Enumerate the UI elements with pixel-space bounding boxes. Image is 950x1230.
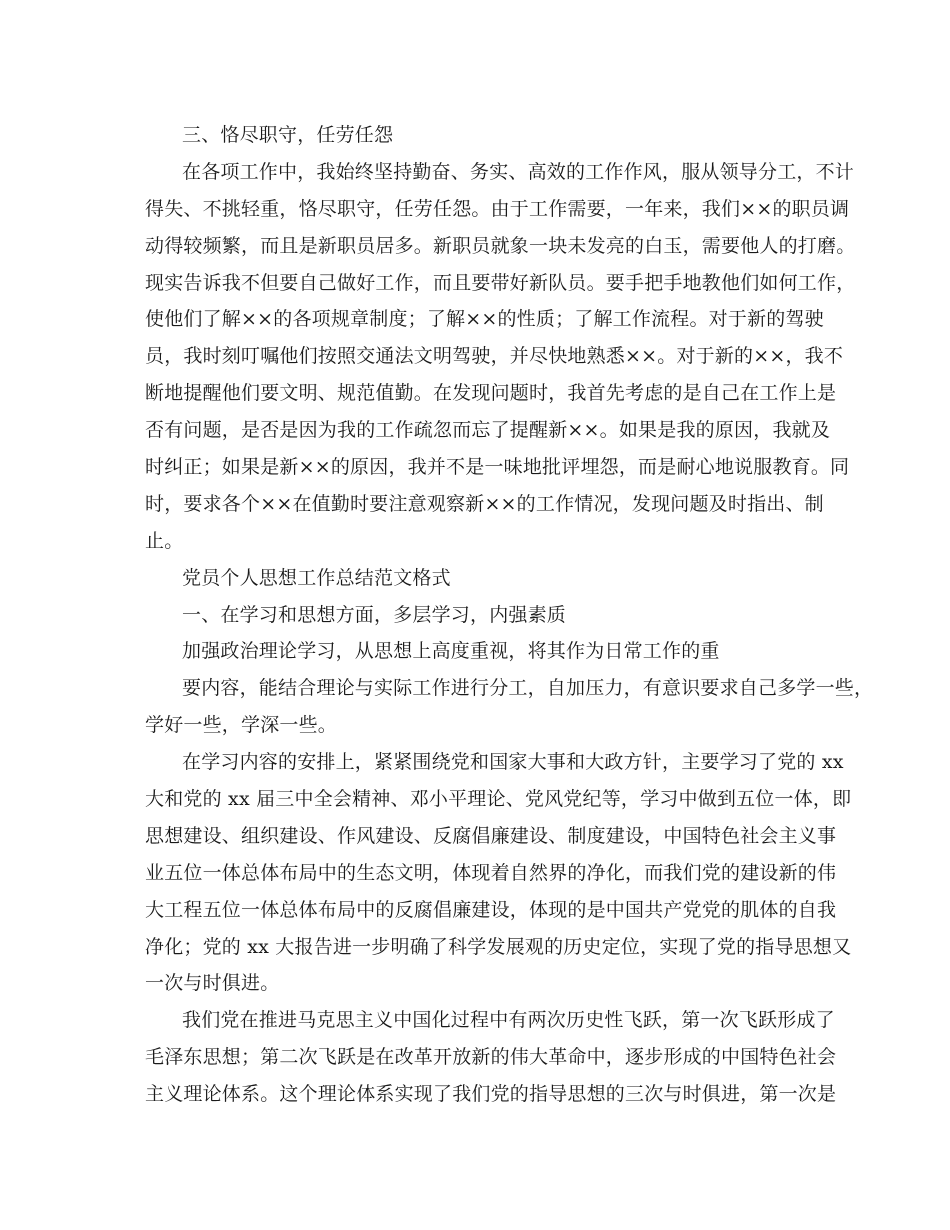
section-heading-3: 三、恪尽职守，任劳任怨 xyxy=(182,124,394,146)
text-line: 在各项工作中，我始终坚持勤奋、务实、高效的工作作风，服从领导分工，不计 xyxy=(182,160,855,183)
text-line: 主义理论体系。这个理论体系实现了我们党的指导思想的三次与时俱进，第一次是 xyxy=(145,1083,837,1106)
text-line: 思想建设、组织建设、作风建设、反腐倡廉建设、制度建设，中国特色社会主义事 xyxy=(145,824,837,847)
text-line: 在学习内容的安排上，紧紧围绕党和国家大事和大政方针，主要学习了党的 xx xyxy=(182,751,844,774)
text-line: 加强政治理论学习，从思想上高度重视，将其作为日常工作的重 xyxy=(182,640,720,663)
text-line: 时，要求各个××在值勤时要注意观察新××的工作情况，发现问题及时指出、制 xyxy=(145,492,824,515)
text-line: 断地提醒他们要文明、规范值勤。在发现问题时，我首先考虑的是自己在工作上是 xyxy=(145,382,837,405)
text-line: 要内容，能结合理论与实际工作进行分工，自加压力，有意识要求自己多学一些， xyxy=(182,677,874,700)
text-line: 时纠正；如果是新××的原因，我并不是一味地批评埋怨，而是耐心地说服教育。同 xyxy=(145,456,850,479)
text-line: 我们党在推进马克思主义中国化过程中有两次历史性飞跃，第一次飞跃形成了 xyxy=(182,1009,835,1032)
text-line: 一次与时俱进。 xyxy=(145,972,280,995)
document-title: 党员个人思想工作总结范文格式 xyxy=(182,566,451,589)
text-line: 大和党的 xx 届三中全会精神、邓小平理论、党风党纪等，学习中做到五位一体，即 xyxy=(145,788,852,811)
text-line: 使他们了解××的各项规章制度；了解××的性质；了解工作流程。对于新的驾驶 xyxy=(145,308,824,331)
text-line: 否有问题，是否是因为我的工作疏忽而忘了提醒新××。如果是我的原因，我就及 xyxy=(145,419,831,442)
document-body xyxy=(145,117,874,1113)
text-line: 得失、不挑轻重，恪尽职守，任劳任怨。由于工作需要，一年来，我们××的职员调 xyxy=(145,197,850,220)
text-line: 学好一些，学深一些。 xyxy=(145,714,338,737)
text-line: 员，我时刻叮嘱他们按照交通法文明驾驶，并尽快地熟悉××。对于新的××，我不 xyxy=(145,345,844,368)
text-line: 净化；党的 xx 大报告进一步明确了科学发展观的历史定位，实现了党的指导思想又 xyxy=(145,935,852,958)
text-line: 毛泽东思想；第二次飞跃是在改革开放新的伟大革命中，逐步形成的中国特色社会 xyxy=(145,1046,837,1069)
text-line: 动得较频繁，而且是新职员居多。新职员就象一块未发亮的白玉，需要他人的打磨。 xyxy=(145,234,856,257)
text-line: 止。 xyxy=(145,529,184,552)
text-line: 现实告诉我不但要自己做好工作，而且要带好新队员。要手把手地教他们如何工作， xyxy=(145,271,856,294)
text-line: 业五位一体总体布局中的生态文明，体现着自然界的净化，而我们党的建设新的伟 xyxy=(145,861,837,884)
text-line: 大工程五位一体总体布局中的反腐倡廉建设，体现的是中国共产党党的肌体的自我 xyxy=(145,898,837,921)
section-heading-1: 一、在学习和思想方面，多层学习，内强素质 xyxy=(182,603,567,626)
